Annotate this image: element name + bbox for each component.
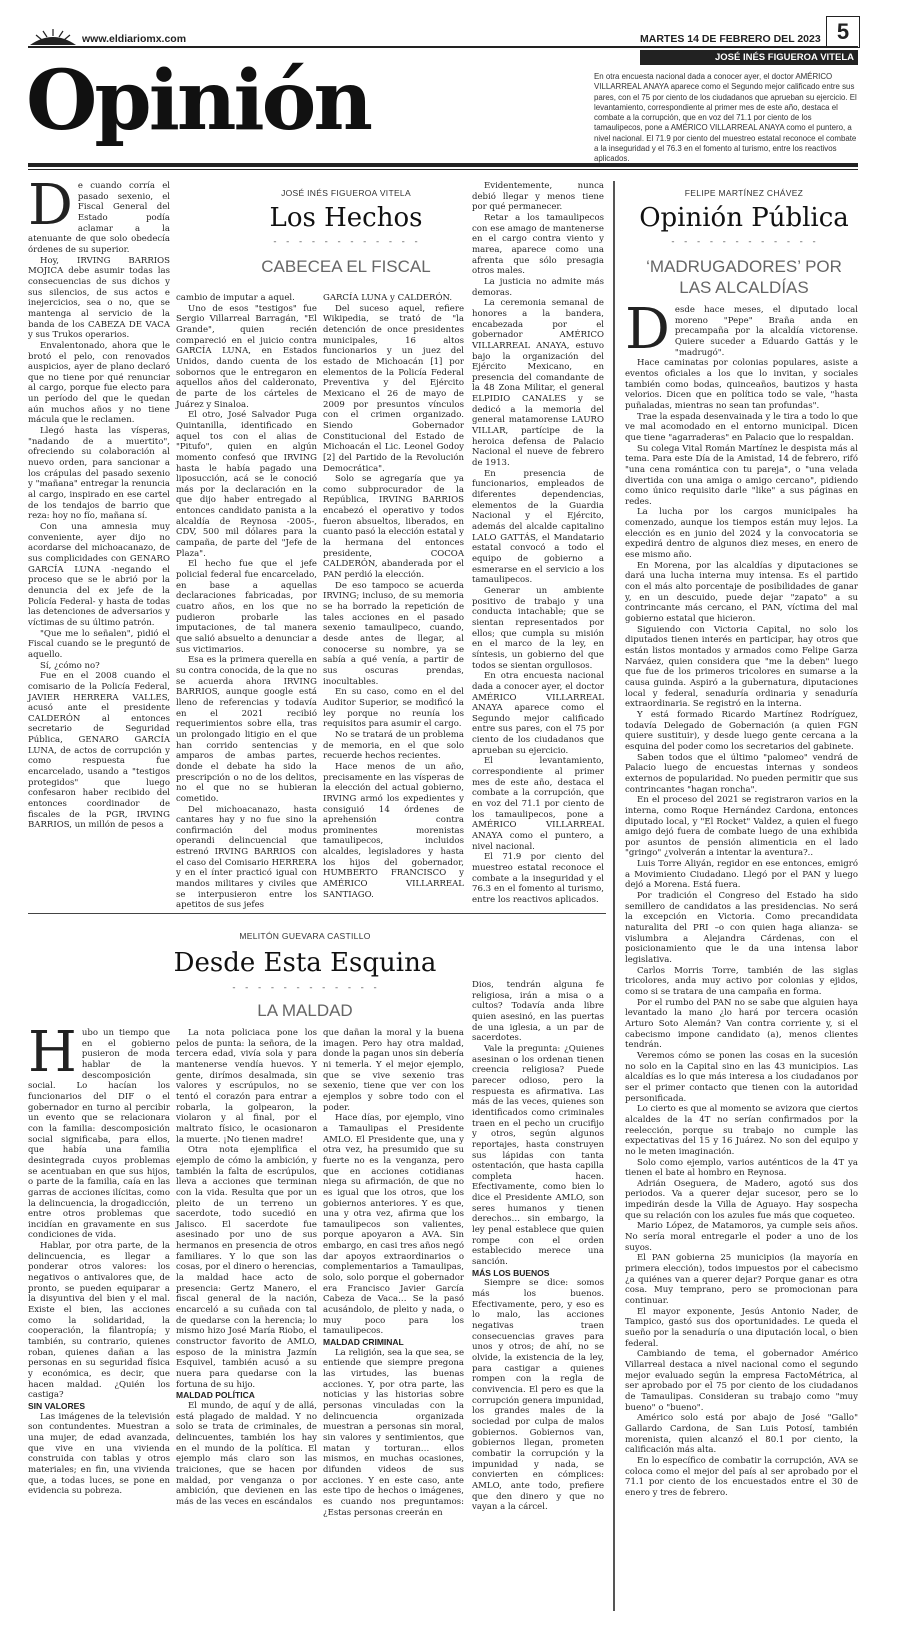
site-url[interactable]: www.eldiariomx.com	[82, 33, 187, 45]
hechos-column-3	[323, 293, 464, 901]
paragraph: La lucha por los cargos municipales ha comenzado, aunque los tiempos están muy lejos. La elección es en junio del 2024 y la convocatoria se expedirá dentro de algunos diez meses, en enero de ese mismo año.	[625, 507, 858, 561]
paragraph: Luis Torre Aliyán, regidor en ese entonces, emigró a Movimiento Ciudadano. Llegó por el PAN y luego dejó a Morena. Está fuera.	[625, 859, 858, 891]
paragraph: Llegó hasta las vísperas, "nadando de a muertito", ofreciendo su colaboración al nuevo orden, para sancionar a los crápulas del pasado sexenio y "mañana" entregar la renuncia al cargo, inspirado en ese cartel de los tendajos de barrio que reza: hoy no fío, mañana sí.	[28, 426, 170, 522]
paragraph: El mayor exponente, Jesús Antonio Nader, de Tampico, gastó sus dos oportunidades. Le queda el sueño por la senaduría o una diputación local, o bien federal.	[625, 1306, 858, 1349]
paragraph: Hablar, por otra parte, de la delincuencia, es llegar a ponderar otros valores: los negativos o antivalores que, de pronto, se pueden equiparar a la disyuntiva del bien y el mal. Existe el bien, las acciones como la solidaridad, la cooperación, la filantropía; y también, su contrario, quienes roban, quienes dañan a las personas en su seguridad física y económica, es decir, que hacen maldad. ¿Quién los castiga?	[28, 1241, 170, 1401]
paragraph: En su caso, como en el del Auditor Superior, se modificó la ley porque no reunía los requisitos para asumir el cargo.	[323, 687, 464, 730]
paragraph: Hubo un tiempo que en el gobierno pusieron de moda hablar de la descomposición social. Lo hacían los funcionarios del DIF o el gobernador en turno al percibir un evento que se relacionara con la familia: descomposición social significaba, para ellos, que había una familia desintegrada cuyos problemas se acentuaban en que sus hijos, o parte de la familia, caía en las garras de acciones ilícitas, como la delincuencia, la drogadicción, entre otros problemas que incidían en gravamente en sus condiciones de vida.	[28, 1020, 170, 1241]
section-title: Opinión	[26, 53, 370, 149]
paragraph: Siempre se dice: somos más los buenos. Efectivamente, pero, y eso es lo malo, las acciones negativas traen consecuencias graves para unos y otros; de ahí, no se olvide, la existencia de la ley, para castigar a quienes rompen con la regla de convivencia. El pero es que la corrupción genera impunidad, los grandes males de la sociedad por culpa de malos gobiernos. Gobiernos van, gobiernos llegan, prometen combatir la corrupción y la impunidad y nada, se convierten en cómplices: AMLO, ante todo, prefiere que den dinero y que no vayan a la cárcel.	[472, 1278, 604, 1513]
paragraph: De cuando corría el pasado sexenio, el Fiscal General del Estado podía aclamar a la atenuante de que solo obedecía órdenes de su superior.	[28, 173, 170, 255]
esquina-author: MELITÓN GUEVARA CASTILLO	[239, 931, 371, 941]
paragraph: Dios, tendrán alguna fe religiosa, irán a misa o a cultos? Todavía anda libre quien asesinó, en las puertas de una iglesia, a un par de sacerdotes.	[472, 980, 604, 1044]
paragraph: Envalentonado, ahora que le brotó el pelo, con renovados auspicios, ayer de plano declaró que no tiene por qué renunciar al cargo, porque fue electo para un período del que le quedan aún muchos años y no tiene mácula que le reclamen.	[28, 340, 170, 426]
paragraph: En el proceso del 2021 se registraron varios en la interna, como Roque Hernández Cardona, entonces diputado local, y "El Rocket" Valdez, a quien el fuego amigo dejó fuera de combate luego de una exhibida por asuntos de pensión alimenticia en el lado "gringo" ¿volverán a intentar la aventura?..	[625, 795, 858, 859]
paragraph: Saben todos que el último "palomeo" vendrá de Palacio luego de encuestas internas y sondeos externos de popularidad. No pueden permitir que sus contrincantes "hagan roncha".	[625, 752, 858, 795]
paragraph: Cambiando de tema, el gobernador Américo Villarreal destaca a nivel nacional como el segundo mejor evaluado según la empresa FactoMétrica, al ser aprobado por el 75 por ciento de los ciudadanos de Tamaulipas. Consideran su trabajo como "muy bueno" o "bueno".	[625, 1349, 858, 1413]
issue-date: MARTES 14 DE FEBRERO DEL 2023	[640, 33, 821, 45]
paragraph: Fue en el 2008 cuando el comisario de la Policía Federal, JAVIER HERRERA VALLES, acusó ante el presidente CALDERÓN al entonces secretario de Seguridad Pública, GENARO GARCÍA LUNA, de actos de corrupción y como respuesta fue encarcelado, usando a "testigos protegidos" que luego confesaron haber recibido del entonces coordinador de fiscales de la PGR, IRVING BARRIOS, un millón de pesos a	[28, 671, 170, 831]
publica-title: Opinión Pública	[639, 203, 849, 233]
paragraph: No se tratará de un problema de memoria, en el que solo recuerde hechos recientes.	[323, 729, 464, 762]
paragraph: Uno de esos "testigos" fue Sergio Villarreal Barragán, "El Grande", quien recién compareció en el juicio contra GARCÍA LUNA, en Estados Unidos, dando cuenta de los sobornos que le entregaron en aquellos años del calderonato, de parte de los cárteles de Juárez y Sinaloa.	[176, 303, 317, 410]
paragraph: La religión, sea la que sea, se entiende que siempre pregona las virtudes, las buenas acciones. Y, por otra parte, las noticias y las historias sobre personas vinculadas con la delincuencia organizada muestran a personas sin moral, sin valores y sentimientos, que matan y torturan… ellos mismos, en muchas ocasiones, difunden videos de sus acciones. Y en este caso, ante este tipo de hechos o imágenes, es cuando nos preguntamos: ¿Estas personas creerán en	[323, 1347, 464, 1518]
paragraph: En lo específico de combatir la corrupción, AVA se coloca como el mejor del país al ser aprobado por el 71.1 por ciento de los encuestados entre el 30 de enero y tres de febrero.	[625, 1455, 858, 1498]
paragraph: Américo solo está por abajo de José "Gallo" Gallardo Cardona, de San Luis Potosí, también morenista, quien alcanzó el 80.1 por ciento, la calificación más alta.	[625, 1413, 858, 1456]
paragraph: Evidentemente, nunca debió llegar y menos tiene por qué permanecer.	[472, 181, 604, 213]
paragraph: Hoy, IRVING BARRIOS MOJICA debe asumir todas las consecuencias de sus dichos y sus silencios, de sus actos e inejercicios, sea o no, que se mantenga al servicio de la banda de los CABEZA DE VACA y sus Trukos operarios.	[28, 255, 170, 341]
paragraph: Del michoacanazo, hasta cantares hay y no fue sino la confirmación del modus operandi delincuencial que estrenó IRVING BARRIOS con el caso del Comisario HERRERA y en el ínter practicó igual con mandos militares y civiles que se interpusieron entre los apetitos de sus jefes	[176, 804, 317, 911]
hechos-subtitle: CABECEA EL FISCAL	[261, 257, 431, 276]
paragraph: El PAN gobierna 25 municipios (la mayoría en primera elección), todos impuestos por el cabecismo ¿a quiénes van a querer dejar? Porque ganar es otra cosa. Muy temprano, pero se promocionan para continuar.	[625, 1253, 858, 1307]
intro-summary: En otra encuesta nacional dada a conocer ayer, el doctor AMÉRICO VILLARREAL ANAYA aparece como el Segundo mejor calificado entre sus pares, con el 75 por ciento de los ciudadanos que aprueban su ejercicio. El levantamiento, correspondiente al primer mes de este año, destaca el combate a la corrupción, que en voz del 71.1 por ciento de los tamaulipecos, pone a AMÉRICO VILLARREAL ANAYA como el puntero, a nivel nacional. El 71.9 por ciento del muestreo estatal reconoce el combate a la inseguridad y el 76.3 en el fomento al turismo, entre los reactivos aplicados.	[594, 72, 857, 164]
esquina-column-4	[472, 980, 604, 1610]
paragraph: Del suceso aquel, refiere Wikipedia, se trató de "la detención de once presidentes municipales, 16 altos funcionarios y un juez del estado de Michoacán [1] por elementos de la Policía Federal Preventiva y del Ejército Mexicano el 26 de mayo de 2009 por presuntos vínculos con el crimen organizado. Siendo Gobernador Constitucional del Estado de Michoacán el Lic. Leonel Godoy [2] del Partido de la Revolución Democrática".	[323, 303, 464, 474]
paragraph: Y está formado Ricardo Martínez Rodríguez, todavía Delegado de Gobernación (a quien FGN quiere sustituir), y desde luego gente cercana a la esquina del poder como los secretarios del gabinete.	[625, 709, 858, 752]
drop-cap: D	[28, 173, 73, 238]
publica-column	[625, 297, 858, 1610]
publica-author: FELIPE MARTÍNEZ CHÁVEZ	[684, 188, 804, 198]
hechos-column-1	[28, 173, 170, 901]
paragraph: que dañan la moral y la buena imagen. Pero hay otra maldad, donde la pagan unos sin debería ni temerla. Y el mejor ejemplo, que se vive sexenio tras sexenio, tiene que ver con los ejemplos y sobre todo con el poder.	[323, 1028, 464, 1113]
paragraph: Solo se agregaría que ya como subprocurador de la República, IRVING BARRIOS encabezó el operativo y todos fueron absueltos, liberados, en cuanto pasó la elección estatal y la hermana del entonces presidente, COCOA CALDERÓN, abanderada por el PAN perdió la elección.	[323, 474, 464, 581]
subheading: MALDAD POLÍTICA	[176, 1390, 255, 1401]
esquina-column-1	[28, 1020, 170, 1610]
paragraph: La ceremonia semanal de honores a la bandera, encabezada por el gobernador AMÉRICO VILLARREAL ANAYA, estuvo bajo la organización del Ejército Mexicano, en presencia del comandante de la 48 Zona Militar, el general ELPIDIO CANALES y se dedicó a la memoria del general matamorense LAURO VILLAR, partícipe de la heroica defensa de Palacio Nacional el nueve de febrero de 1913.	[472, 298, 604, 469]
paragraph: La justicia no admite más demoras.	[472, 276, 604, 298]
drop-cap: H	[28, 1020, 77, 1085]
paragraph: Generar un ambiente positivo de trabajo y una conducta intachable; que se sientan representados por ellos; que cumpla su misión en el marco de la ley, en síntesis, un gobierno del que todos se sientan orgullosos.	[472, 585, 604, 671]
paragraph: El 71.9 por ciento del muestreo estatal reconoce el combate a la inseguridad y el 76.3 en el fomento al turismo, entre los reactivos aplicados.	[472, 852, 604, 905]
hechos-column-4	[472, 181, 604, 905]
paragraph: GARCÍA LUNA y CALDERÓN.	[323, 293, 453, 303]
paragraph: Por tradición el Congreso del Estado ha sido semillero de candidatos a las presidencias. No será la excepción en Victoria. Como precandidata naturalita del PRI –o con quien haga alianza- se vislumbra a Alejandra Cárdenas, con el posicionamiento que le da una intensa labor legislativa.	[625, 891, 858, 966]
paragraph: En Morena, por las alcaldías y diputaciones se dará una lucha interna muy intensa. Es el partido con el más alto porcentaje de posibilidades de ganar y, en un descuido, puede dejar "zapato" a su contrincante más cercano, el PAN, víctima del mal gobierno estatal que hicieron.	[625, 560, 858, 625]
paragraph: cambio de imputar a aquel.	[176, 293, 295, 303]
subheading: MALDAD CRIMINAL	[323, 1337, 404, 1348]
hechos-author: JOSÉ INÉS FIGUEROA VITELA	[281, 188, 411, 198]
paragraph: Por el rumbo del PAN no se sabe que alguien haya levantado la mano ¿lo hará por tercera ocasión Arturo Soto Alemán? Van contra corriente y, si el cabecismo impone candidato (a), menos clientes tendrán.	[625, 997, 858, 1051]
paragraph: En presencia de funcionarios, empleados de diferentes dependencias, elementos de la Guardia Nacional y el Ejército, además del alcalde capitalino LALO GATTÁS, el Mandatario estatal convocó a todo el equipo de gobierno a esmerarse en el servicio a los tamaulipecos.	[472, 468, 604, 586]
publica-subtitle: ‘MADRUGADORES’ POR LAS ALCALDÍAS	[646, 257, 842, 297]
paragraph: Veremos cómo se ponen las cosas en la sucesión no solo en la Capital sino en las 43 municipios. Las alcaldías es lo que más interesa a los ciudadanos por ser el primer contacto que tienen con la autoridad personificada.	[625, 1050, 858, 1104]
paragraph: En otra encuesta nacional dada a conocer ayer, el doctor AMÉRICO VILLARREAL ANAYA aparece como el Segundo mejor calificado entre sus pares, con el 75 por ciento de los ciudadanos que aprueban su ejercicio.	[472, 671, 604, 756]
paragraph: Vale la pregunta: ¿Quienes asesinan o los ordenan tienen creencia religiosa? Puede parecer odioso, pero la respuesta es afirmativa. Las más de las veces, quienes son identificados como criminales traen en el pecho un crucifijo y otros, según algunos reportajes, hasta construyen sus lápidas con tanta ostentación, que hasta capilla completa hacen. Efectivamente, como bien lo dice el Presidente AMLO, son seres humanos y tienen derechos… sin embargo, la ley penal establece que quien rompe con el orden establecido merece una sanción.	[472, 1043, 604, 1268]
paragraph: Retar a los tamaulipecos con ese amago de mantenerse en el cargo contra viento y marea, aparece como una afrenta que sólo presagia otros males.	[472, 212, 604, 277]
paragraph: El levantamiento, correspondiente al primer mes de este año, destaca el combate a la corrupción, que en voz del 71.1 por ciento de los tamaulipecos, pone a AMÉRICO VILLARREAL ANAYA como el puntero, a nivel nacional.	[472, 756, 604, 852]
paragraph: Otra nota ejemplifica el ejemplo de cómo la ambición, y también la falta de escrúpulos, lleva a acciones que terminan con la vida. Resulta que por un pleito de un terreno un sacerdote, todo sucedió en Jalisco. El sacerdote fue asesinado por uno de sus hermanos en presencia de otros familiares. Y lo que son las cosas, por el dinero o herencias, la maldad hace acto de presencia: Gertz Manero, el fiscal general de la nación, encarceló a su cuñada con tal de quedarse con la herencia; lo mismo hizo José María Riobo, el constructor favorito de AMLO, esposo de la ministra Jazmín Esquivel, también acusó a su nuera para quedarse con la fortuna de su hijo.	[176, 1145, 317, 1390]
paragraph: El mundo, de aquí y de allá, está plagado de maldad. Y no solo se trata de criminales, de delincuentes, también los hay en el mundo de la política. El ejemplo más claro son las traiciones, que se hacen por maldad, por venganza o por ambición, que devienen en las más de las veces en escándalos	[176, 1400, 317, 1507]
paragraph: El hecho fue que el jefe policial federal fue encarcelado, en base a aquellas declaraciones fabricadas, por cuatro años, en los que no pudieron probarle las imputaciones, de tal manera que salió absuelto a denunciar a sus victimarios.	[176, 559, 317, 655]
paragraph: Sí, ¿cómo no?	[40, 660, 100, 671]
esquina-ornament: - - - - - - - - - - - -	[231, 983, 379, 993]
hechos-ornament: - - - - - - - - - - - -	[272, 237, 420, 247]
hechos-column-2	[176, 293, 317, 911]
paragraph: Mario López, de Matamoros, ya cumple seis años. No sería moral entregarle el poder a uno de los suyos.	[625, 1221, 858, 1253]
intro-byline: JOSÉ INÉS FIGUEROA VITELA	[640, 50, 858, 65]
paragraph: "Que me lo señalen", pidió el Fiscal cuando se le preguntó de aquello.	[28, 628, 170, 660]
column-divider	[613, 181, 615, 1611]
hechos-title: Los Hechos	[269, 203, 423, 233]
paragraph: Adrián Oseguera, de Madero, agotó sus dos periodos. Va a querer dejar sucesor, pero se lo impedirán desde la Villa de Aguayo. Hay sospecha que su relación con los azules fue más que coqueteo.	[625, 1178, 858, 1221]
story-divider	[28, 913, 606, 914]
paragraph: Esa es la primera querella en su contra conocida, de la que no se acuerda ahora IRVING BARRIOS, aunque google está lleno de referencias y todavía en el 2021 recibió requerimientos sobre ella, tras un prolongado litigio en el que han corrido sentencias y amparos de ambas partes, donde el debate ha sido la prescripción o no de los delitos, no el que no se hubieran cometido.	[176, 655, 317, 804]
paragraph: Lo cierto es que al momento se avizora que ciertos alcaldes de la 4T no serían confirmados por la reelección, porque su trabajo no cumple las expectativas del 15 y 16 Juárez. No son del equipo y no le meten imaginación.	[625, 1104, 858, 1157]
subheading: MÁS LOS BUENOS	[472, 1267, 550, 1278]
masthead-rule	[28, 163, 858, 167]
paragraph: Trae la espada desenvainada y le tira a todo lo que ve mal acomodado en el entorno municipal. Dicen que tiene "agarraderas" en Palacio que lo respaldan.	[625, 411, 858, 443]
paragraph: Solo como ejemplo, varios auténticos de la 4T ya tienen el bate al hombro en Reynosa.	[625, 1157, 858, 1179]
subheading: SIN VALORES	[28, 1400, 85, 1411]
esquina-title: Desde Esta Esquina	[173, 948, 437, 978]
paragraph: Carlos Morris Torre, también de las siglas tricolores, anda muy activo por colonias y ejidos, como si se tratara de una campaña en forma.	[625, 965, 858, 997]
paragraph: Su colega Vital Román Martínez le despista más al tema. Para este Día de la Amistad, 14 de febrero, rifó "una cena romántica con tu pareja", o "una velada divertida con una amiga o amigo cercano", pidiendo como único requisito darle "like" a sus páginas en redes.	[625, 443, 858, 507]
esquina-column-2	[176, 1028, 317, 1610]
paragraph: Hace días, por ejemplo, vino a Tamaulipas el Presidente AMLO. El Presidente que, una y otra vez, ha presumido que su fuerte no es la venganza, pero que en acciones cotidianas niega su afirmación, de que no es igual que los otros, que los gobiernos anteriores. Y es que, una y otra vez, afirma que los tamaulipecos son valientes, porque apoyaron a AVA. Sin embargo, en casi tres años negó dar apoyos extraordinarios o complementarios a Tamaulipas, solo, solo porque el gobernador era Francisco Javier García Cabeza de Vaca… Se la pasó acusándolo, de pleito y nada, o muy poco para los tamaulipecos.	[323, 1113, 464, 1337]
paragraph: Las imágenes de la televisión son contundentes. Muestran a una mujer, de edad avanzada, que vive en una vivienda construida con tablas y otros materiales; en fin, una vivienda que, a todas luces, se pone en evidencia su pobreza.	[28, 1411, 170, 1497]
header-rule	[28, 46, 858, 48]
esquina-subtitle: LA MALDAD	[257, 1001, 353, 1020]
paragraph: Hace caminatas por colonias populares, asiste a eventos oficiales a los que lo invitan, y sociales también como bodas, quinceaños, bautizos y hasta velorios. Dicen que en política todo se vale, "hasta puñaladas, mientras no sean tan profundas".	[625, 358, 858, 411]
paragraph: De eso tampoco se acuerda IRVING; incluso, de su memoria se ha borrado la repetición de tales acciones en el pasado sexenio tamaulipeco, cuando, desde antes de llegar, al conocerse su nombre, ya se sabía a qué venía, a partir de sus oscuras prendas, inocultables.	[323, 580, 464, 687]
publica-ornament: - - - - - - - - - - - -	[670, 237, 818, 247]
esquina-column-3	[323, 1028, 464, 1610]
page-number: 5	[826, 16, 860, 48]
masthead-thin-rule	[28, 169, 858, 170]
paragraph: El otro, José Salvador Puga Quintanilla, identificado en aquel tos con el alias de "Pitufo", quien en algún momento confesó que IRVING hasta le había pagado una liposucción, acá se le conoció más por la declaración en la que dijo haber entregado al entonces candidato panista a la alcaldía de Reynosa -2005-, CDV, 500 mil dólares para la campaña, de parte del "Jefe de Plaza".	[176, 410, 317, 559]
paragraph: Siguiendo con Victoria Capital, no solo los diputados tienen interés en participar, hay otros que están listos montados y armados como Felipe Garza Narváez, quien considera que "me la deben" luego que fue de los primeros tricolores en sumarse a la causa guinda. Aspiró a la gubernatura, diputaciones local y federal, senaduría ordinaria y senaduría extraordinaria. Se registró en la interna.	[625, 624, 858, 710]
paragraph: Desde hace meses, el diputado local moreno "Pepe" Braña anda en precampaña por la alcaldía victorense. Quiere suceder a Eduardo Gattás y le "madrugó".	[625, 297, 858, 362]
paragraph: Hace menos de un año, precisamente en las vísperas de la elección del actual gobierno, IRVING armó los expedientes y consiguió 14 órdenes de aprehensión contra prominentes morenistas tamaulipecos, incluidos alcaldes, legisladores y hasta los hijos del gobernador, HUMBERTO FRANCISCO y AMÉRICO VILLARREAL SANTIAGO.	[323, 761, 464, 900]
drop-cap: D	[625, 297, 670, 362]
masthead-logo	[28, 27, 78, 47]
paragraph: La nota policiaca pone los pelos de punta: la señora, de la tercera edad, vivía sola y para mantenerse vendía huevos. Y gente, dirímos desalmada, sin valores y escrúpulos, no se tentó el corazón para entrar a robarla, la golpearon, la violaron y al final, por el maltrato físico, le ocasionaron la muerte. ¡No tienen madre!	[176, 1028, 317, 1145]
paragraph: Con una amnesia muy conveniente, ayer dijo no acordarse del michoacanazo, de sus complicidades con GENARO GARCÍA LUNA -negando el proceso que se le abrió por la denuncia del ex jefe de la Policía Federal- y hasta de todas las detenciones de adversarios y víctimas de su último patrón.	[28, 522, 170, 628]
